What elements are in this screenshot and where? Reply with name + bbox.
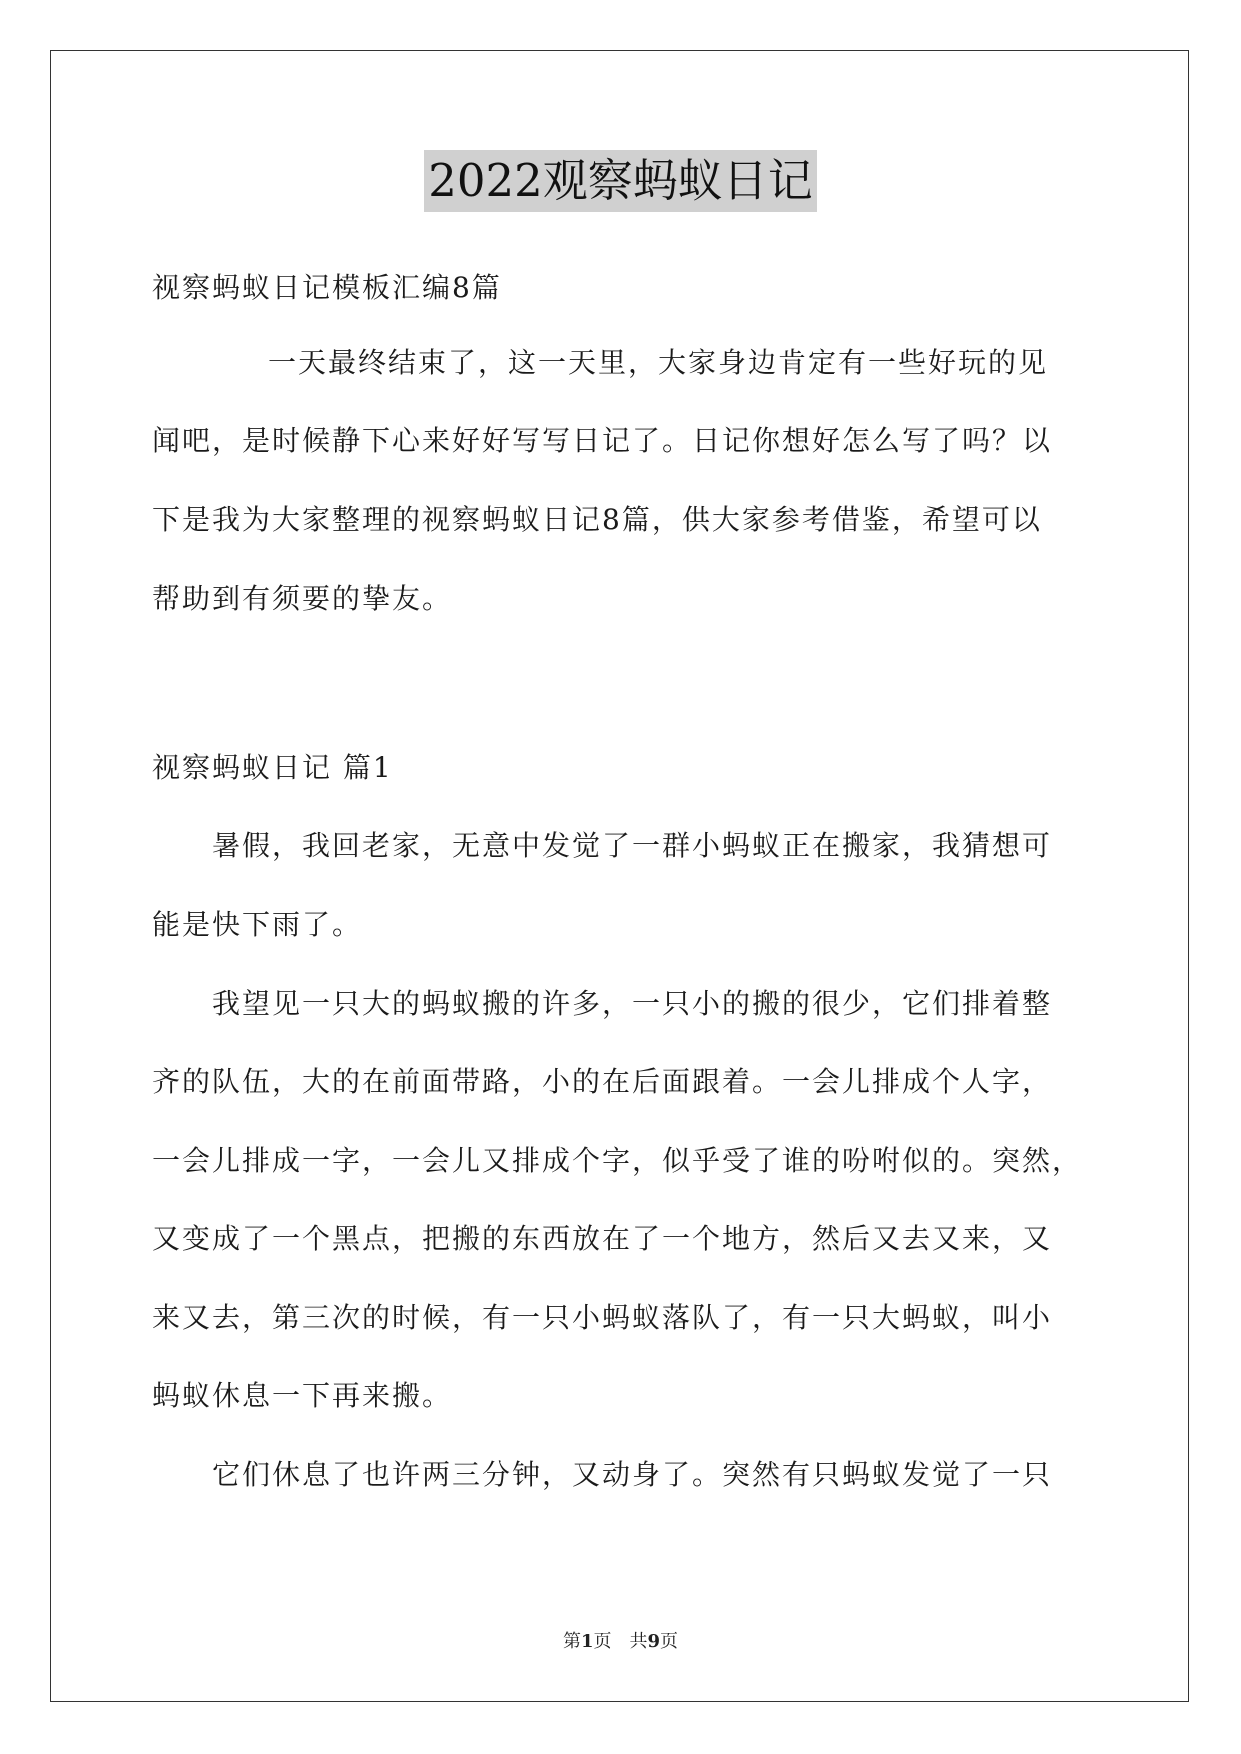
body-line-1: 暑假，我回老家，无意中发觉了一群小蚂蚁正在搬家，我猜想可 (212, 829, 1053, 862)
subtitle-line: 视察蚂蚁日记模板汇编8篇 (152, 271, 502, 304)
body-line-2: 能是快下雨了。 (152, 908, 363, 941)
body-line-4: 齐的队伍，大的在前面带路，小的在后面跟着。一会儿排成个人字， (152, 1065, 1053, 1098)
page-footer (0, 1630, 1241, 1654)
intro-line-3: 下是我为大家整理的视察蚂蚁日记8篇，供大家参考借鉴，希望可以 (152, 503, 1042, 536)
section-heading: 视察蚂蚁日记 篇1 (152, 751, 393, 784)
page-current-number: 1 (580, 1631, 594, 1652)
body-line-8: 蚂蚁休息一下再来搬。 (152, 1379, 453, 1412)
page-label-prefix: 第 (562, 1631, 581, 1652)
page-total-number: 9 (647, 1631, 661, 1652)
body-line-3: 我望见一只大的蚂蚁搬的许多，一只小的搬的很少，它们排着整 (212, 987, 1053, 1020)
document-title: 2022观察蚂蚁日记 (424, 150, 817, 212)
body-line-6: 又变成了一个黑点，把搬的东西放在了一个地方，然后又去又来，又 (152, 1222, 1053, 1255)
intro-line-4: 帮助到有须要的挚友。 (152, 582, 453, 615)
page-label-mid: 页 共 (593, 1631, 648, 1652)
body-line-5: 一会儿排成一字，一会儿又排成个字，似乎受了谁的吩咐似的。突然， (152, 1144, 1083, 1177)
body-line-9: 它们休息了也许两三分钟，又动身了。突然有只蚂蚁发觉了一只 (212, 1458, 1053, 1491)
page-label-suffix: 页 (660, 1631, 679, 1652)
intro-line-2: 闻吧，是时候静下心来好好写写日记了。日记你想好怎么写了吗？以 (152, 424, 1053, 457)
body-line-7: 来又去，第三次的时候，有一只小蚂蚁落队了，有一只大蚂蚁，叫小 (152, 1301, 1053, 1334)
title-container (0, 150, 1241, 212)
intro-line-1: 一天最终结束了，这一天里，大家身边肯定有一些好玩的见 (268, 346, 1049, 379)
